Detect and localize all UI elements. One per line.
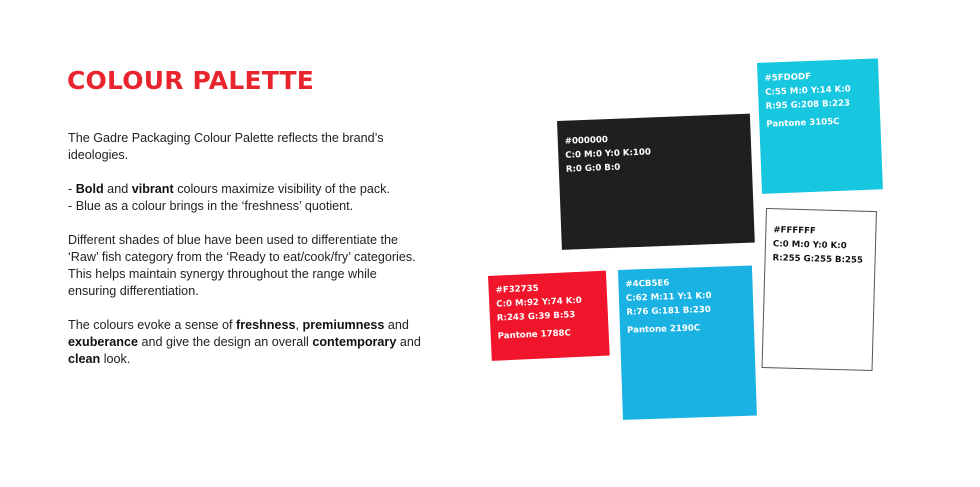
swatch-rgb: R:243 G:39 B:53 — [496, 310, 576, 324]
bullet-2: - Blue as a colour brings in the ‘freshness’ quotient. — [68, 199, 354, 213]
swatch-hex: #FFFFFF — [773, 225, 816, 237]
swatch-cmyk: C:62 M:11 Y:1 K:0 — [625, 290, 712, 304]
swatch-blue — [618, 266, 757, 420]
bullet-1: - Bold and vibrant colours maximize visibility of the pack. — [68, 182, 390, 196]
swatch-rgb: R:255 G:255 B:255 — [772, 253, 864, 266]
page-title: COLOUR PALETTE — [67, 66, 315, 95]
swatch-cyan — [757, 58, 883, 194]
swatch-cmyk: C:55 M:0 Y:14 K:0 — [764, 84, 851, 98]
swatch-pantone: Pantone 3105C — [766, 116, 840, 130]
intro-paragraph: The Gadre Packaging Colour Palette reflects the brand’s ideologies. — [68, 131, 384, 162]
swatch-rgb: R:76 G:181 B:230 — [626, 304, 711, 318]
bullets-paragraph — [68, 181, 428, 215]
swatch-cmyk: C:0 M:92 Y:74 K:0 — [496, 295, 583, 310]
swatch-white — [762, 208, 877, 371]
shades-paragraph: Different shades of blue have been used to differentiate the ‘Raw’ fish category from the ‘Ready to eat/cook/fry’ categories. This helps maintain synergy throughout the range while ensuring differentiation. — [68, 233, 416, 298]
swatch-hex: #4CB5E6 — [625, 278, 670, 290]
swatch-cmyk: C:0 M:0 Y:0 K:0 — [772, 239, 847, 252]
swatch-pantone: Pantone 2190C — [626, 323, 701, 336]
swatch-red — [488, 271, 610, 361]
swatch-hex: #000000 — [564, 135, 609, 147]
swatch-rgb: R:0 G:0 B:0 — [565, 162, 621, 175]
swatch-black — [557, 114, 755, 250]
swatch-rgb: R:95 G:208 B:223 — [765, 98, 851, 112]
swatch-hex: #5FDODF — [764, 71, 812, 84]
swatch-hex: #F32735 — [495, 283, 539, 296]
description-text — [68, 130, 428, 385]
swatch-pantone: Pantone 1788C — [497, 328, 572, 342]
swatch-cmyk: C:0 M:0 Y:0 K:100 — [565, 147, 652, 161]
evoke-paragraph: The colours evoke a sense of freshness, premiumness and exuberance and give the design an overall contemporary and clean look. — [68, 318, 421, 366]
